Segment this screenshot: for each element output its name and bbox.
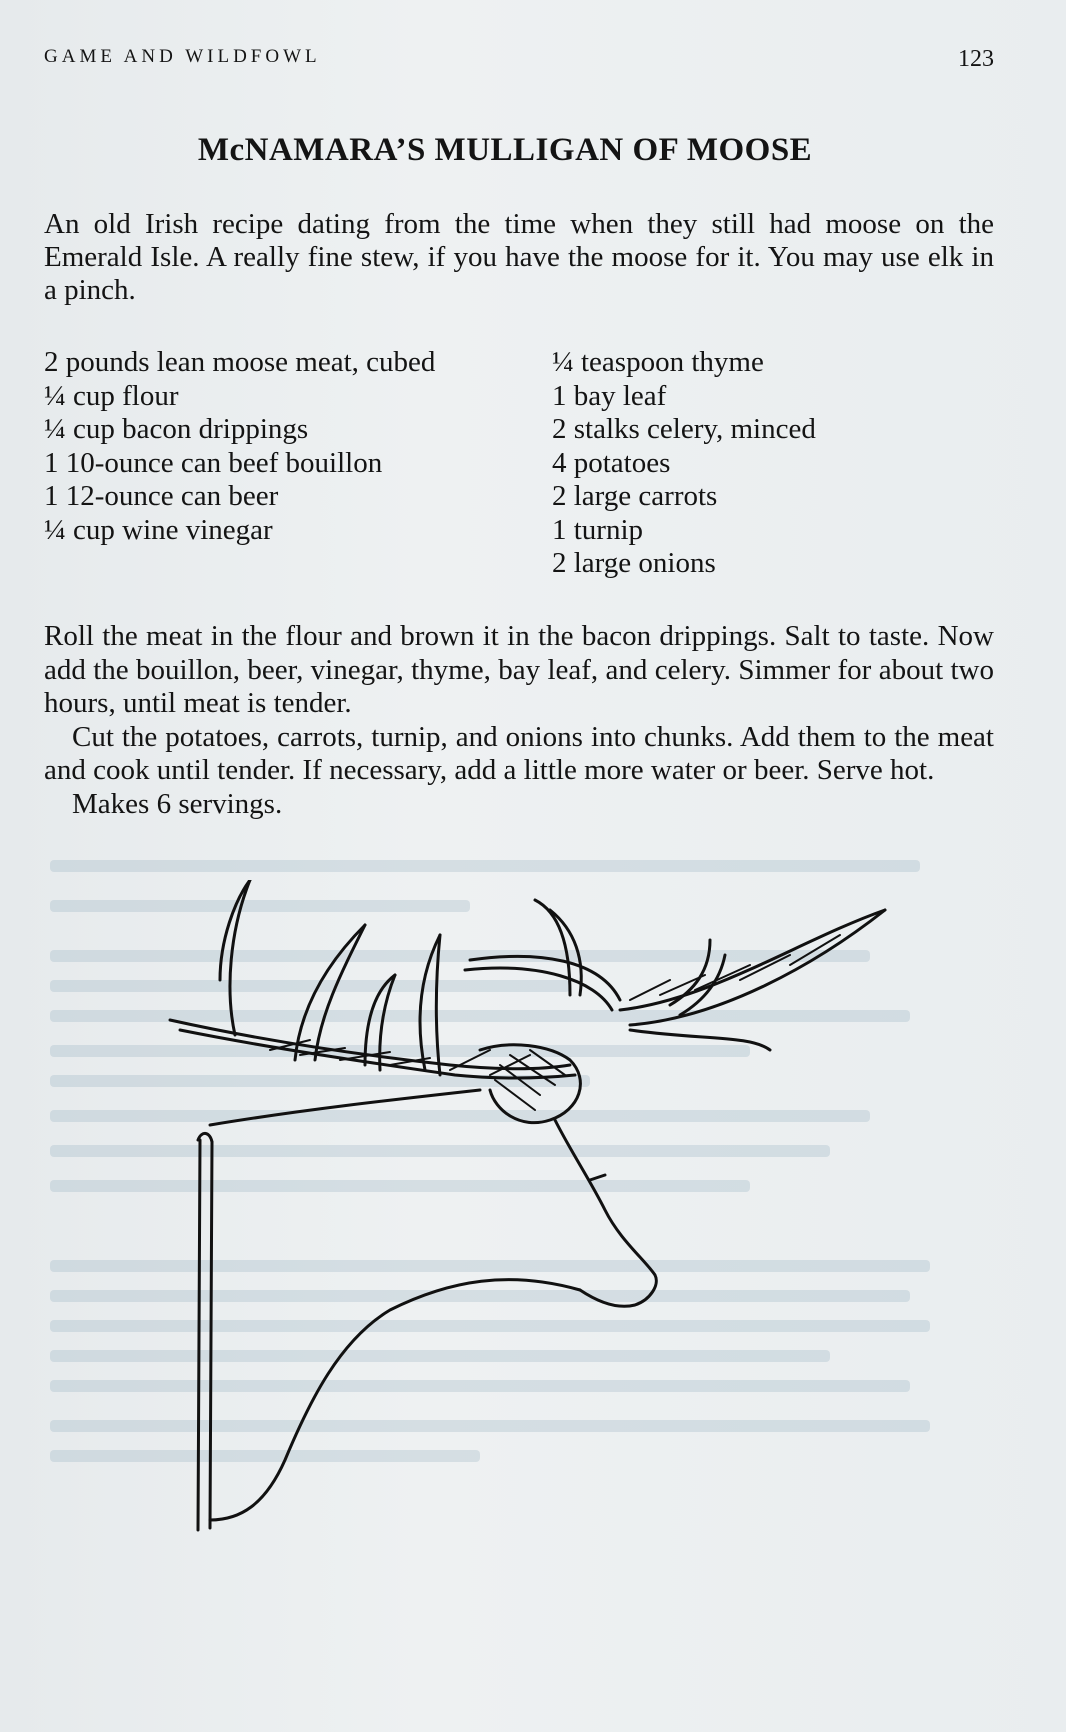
- recipe-title: McNAMARA’S MULLIGAN OF MOOSE: [197, 132, 813, 168]
- direction-paragraph: Cut the potatoes, carrots, turnip, and onions into chunks. Add them to the meat and cook until tender. If necessary, add a little more water or beer. Serve hot.: [44, 720, 994, 786]
- ingredient-item: 2 pounds lean moose meat, cubed: [44, 346, 436, 378]
- ingredient-item: 1 12-ounce can beer: [44, 480, 279, 512]
- ingredient-item: 4 potatoes: [552, 446, 671, 479]
- ingredient-item: ¼ cup bacon drippings: [44, 413, 309, 445]
- ingredients-left-column: [44, 346, 514, 547]
- ingredient-item: 1 bay leaf: [552, 379, 667, 412]
- ingredient-item: 2 stalks celery, minced: [552, 413, 816, 445]
- page-number: 123: [958, 46, 994, 72]
- ingredient-item: ¼ cup flour: [44, 379, 179, 412]
- direction-paragraph: Roll the meat in the flour and brown it in the bacon drippings. Salt to taste. Now add the bouillon, beer, vinegar, thyme, bay leaf, and celery. Simmer for about two hours, until meat is tender.: [44, 620, 994, 719]
- ingredient-item: 2 large carrots: [552, 480, 718, 512]
- ingredients-right-column: [552, 346, 1022, 581]
- ingredient-item: 1 10-ounce can beef bouillon: [44, 446, 383, 479]
- running-head: GAME AND WILDFOWL: [44, 46, 321, 67]
- recipe-intro: An old Irish recipe dating from the time when they still had moose on the Emerald Isle. A really fine stew, if you have the moose for it. You may use elk in a pinch.: [44, 208, 994, 306]
- moose-head-drawing-icon: [150, 880, 1000, 1732]
- ingredient-item: ¼ teaspoon thyme: [552, 346, 764, 378]
- ingredient-item: 2 large onions: [552, 547, 716, 579]
- ingredient-item: 1 turnip: [552, 513, 644, 546]
- recipe-directions: [44, 620, 994, 821]
- servings-note: Makes 6 servings.: [72, 787, 283, 820]
- ingredient-item: ¼ cup wine vinegar: [44, 513, 273, 546]
